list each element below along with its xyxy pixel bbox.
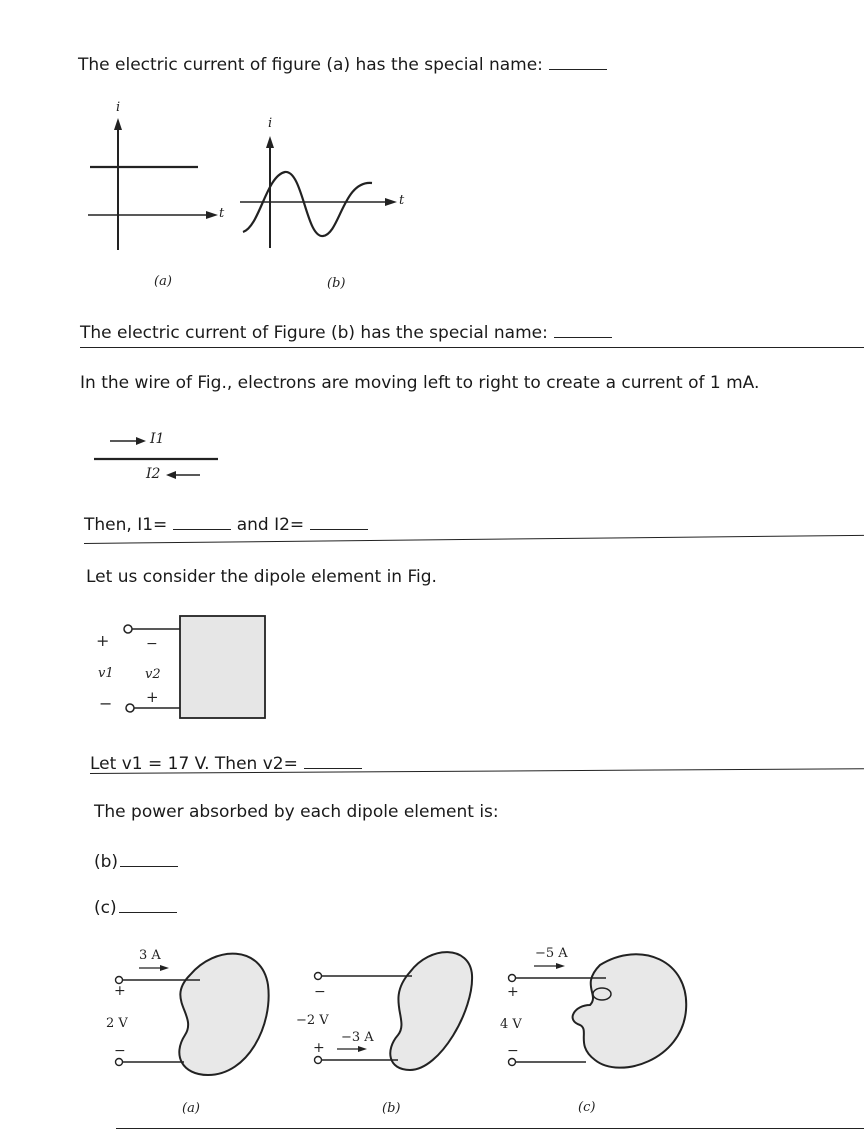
dipole-v1-label: v1 (98, 666, 114, 681)
c-plus-sign: + (507, 984, 519, 1000)
a-current-arrow-head (160, 965, 169, 971)
b-current-arrow-head (358, 1046, 367, 1052)
blob-b (390, 952, 472, 1070)
fig-b-axis-t-label: t (399, 193, 405, 208)
blob-c (573, 954, 687, 1067)
then-i1-label: Then, I1= (84, 515, 168, 535)
b-voltage-label: −2 V (296, 1013, 329, 1028)
i2-label: I2 (146, 466, 161, 482)
a-bottom-terminal (116, 1059, 123, 1066)
question-3-text: In the wire of Fig., electrons are moving left to right to create a current of 1 mA. (80, 373, 760, 393)
dipole-plus-inner: + (146, 688, 159, 706)
question-6-label: Let v1 = 17 V. Then v2= (90, 754, 298, 774)
b-current-label: −3 A (341, 1030, 374, 1045)
b-plus-sign: + (313, 1040, 325, 1056)
dipole-minus-left: − (99, 694, 113, 713)
question-7-text: The power absorbed by each dipole element is: (94, 802, 499, 822)
c-current-arrow-head (556, 963, 565, 969)
dipole-plus-left: + (96, 631, 110, 650)
and-i2-label: and I2= (236, 515, 305, 535)
fig-a-axis-t-label: t (219, 206, 225, 221)
c-minus-sign: − (507, 1043, 519, 1059)
blob-a (179, 954, 268, 1075)
a-current-label: 3 A (139, 948, 161, 963)
power-item-c-label: (c) (94, 898, 117, 918)
b-top-terminal (315, 973, 322, 980)
a-voltage-label: 2 V (106, 1016, 128, 1031)
c-top-terminal (509, 975, 516, 982)
a-minus-sign: − (114, 1043, 126, 1059)
c-bottom-terminal (509, 1059, 516, 1066)
a-caption: (a) (182, 1101, 200, 1116)
c-caption: (c) (578, 1100, 596, 1115)
fig-a-axis-i-label: i (116, 100, 121, 115)
b-bottom-terminal (315, 1057, 322, 1064)
dipole-minus-inner: − (146, 636, 158, 652)
question-5-text: Let us consider the dipole element in Fig. (86, 567, 437, 587)
question-1-label: The electric current of figure (a) has the special name: (78, 55, 543, 75)
i1-label: I1 (150, 431, 165, 447)
c-voltage-label: 4 V (500, 1017, 522, 1032)
question-2-label: The electric current of Figure (b) has the special name: (80, 323, 548, 343)
divider-bottom (116, 1128, 864, 1129)
power-item-b-label: (b) (94, 852, 119, 872)
dipole-v2-label: v2 (145, 667, 161, 682)
c-current-label: −5 A (535, 946, 568, 961)
fig-b-caption: (b) (327, 276, 346, 291)
fig-b-axis-i-label: i (268, 116, 273, 131)
fig-a-caption: (a) (154, 274, 172, 289)
b-caption: (b) (382, 1101, 401, 1116)
a-plus-sign: + (114, 983, 126, 999)
b-minus-sign: − (314, 984, 326, 1000)
